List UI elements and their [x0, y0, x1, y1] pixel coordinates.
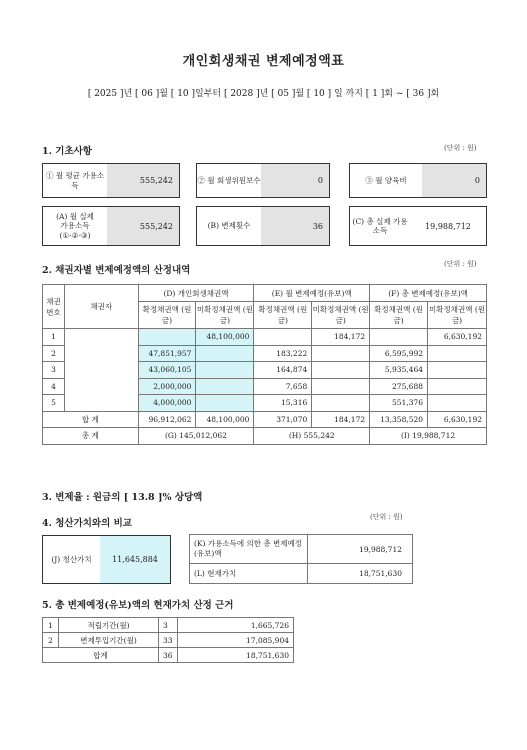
table-row: 2 변제투입기간(월) 33 17,085,904	[43, 633, 294, 648]
section1-heading: 1. 기초사항	[42, 146, 92, 157]
end-month: 05	[277, 89, 289, 99]
section2-unit: (단위 : 원)	[444, 260, 477, 268]
section2-heading: 2. 채권자별 변제예정액의 산정내역	[42, 265, 191, 276]
trustee-fee-label: ② 월 회생위원보수	[197, 175, 261, 185]
total-i: (I) 19,988,712	[370, 428, 487, 445]
table-row: 5 4,000,000 15,316 551,376	[43, 395, 487, 412]
sub-e-unconfirmed: 미확정채권액 (원금)	[312, 302, 370, 329]
monthly-income-value: 555,242	[107, 164, 179, 197]
from-round: 1	[372, 89, 378, 99]
start-month: 06	[141, 89, 153, 99]
l-label: (L) 현재가치	[190, 564, 308, 584]
total-income-box	[349, 206, 487, 246]
comparison-table	[189, 534, 413, 584]
present-value-table	[42, 617, 294, 663]
table-row: 2 47,851,957 183,222 6,595,992	[43, 345, 487, 362]
actual-income-label: (A) 월 실제 가용소득 (①-②-③)	[56, 211, 94, 240]
child-support-value: 0	[422, 164, 486, 197]
section4-unit: (단위 : 원)	[370, 513, 403, 521]
end-day: 10	[313, 89, 325, 99]
total-h: (H) 555,242	[254, 428, 370, 445]
repay-count-label: (B) 변제횟수	[207, 221, 251, 231]
sum-label: 합 계	[43, 411, 139, 428]
start-year: 2025	[94, 89, 118, 99]
creditor-table	[42, 284, 487, 445]
repayment-period: [ 2025 ]년 [ 06 ]월 [ 10 ]일부터 [ 2028 ]년 [ 05 ]월 [ 10 ] 일 까지 [ 1 ]회 ~ [ 36 ]회	[87, 89, 440, 99]
col-d-header: (D) 개인회생채권액	[138, 285, 254, 302]
col-e-header: (E) 월 변제예정(유보)액	[254, 285, 370, 302]
sub-e-confirmed: 확정채권액 (원금)	[254, 302, 312, 329]
table-row: 1 적립기간(월) 3 1,665,726	[43, 618, 294, 633]
total-row	[43, 428, 487, 445]
repay-count-value: 36	[261, 207, 329, 245]
sub-d-confirmed: 확정채권액 (원금)	[138, 302, 196, 329]
section3-heading: 3. 변제율 : 원금의 [ 13.8 ]% 상당액	[42, 492, 203, 503]
table-row: 3 43,060,105 164,874 5,935,464	[43, 362, 487, 379]
monthly-income-label: ① 월 평균 가용소득	[45, 171, 105, 190]
table-row: 1 48,100,000 184,172 6,630,192	[43, 329, 487, 346]
start-day: 10	[177, 89, 189, 99]
col-no-header: 채권 번호	[43, 285, 65, 329]
col-creditor-header: 채권자	[64, 285, 138, 329]
creditor-name-cell	[64, 329, 138, 412]
repayment-rate: 13.8	[131, 492, 155, 503]
trustee-fee-value: 0	[261, 164, 329, 197]
section1-unit: (단위 : 원)	[444, 144, 477, 152]
liquidation-box	[42, 535, 171, 584]
total-income-label: (C) 총 실제 가용소득	[352, 216, 408, 235]
col-f-header: (F) 총 변제예정(유보)액	[370, 285, 487, 302]
sum-label: 합계	[43, 648, 159, 663]
actual-income-value: 555,242	[107, 207, 179, 245]
total-g: (G) 145,012,062	[138, 428, 254, 445]
end-year: 2028	[230, 89, 254, 99]
sum-row: 합 계 96,912,062 48,100,000 371,070 184,172 13,358,520 6,630,192	[43, 411, 487, 428]
section4-heading: 4. 청산가치와의 비교	[42, 518, 132, 529]
total-income-value: 19,988,712	[410, 207, 486, 245]
sub-f-unconfirmed: 미확정채권액 (원금)	[428, 302, 487, 329]
section5-heading: 5. 총 변제예정(유보)액의 현재가치 산정 근거	[42, 600, 234, 611]
to-round: 36	[412, 89, 425, 99]
sum-row: 합계 36 18,751,630	[43, 648, 294, 663]
child-support-box	[349, 163, 487, 198]
table-row: 4 2,000,000 7,658 275,688	[43, 378, 487, 395]
total-label: 총 계	[43, 428, 139, 445]
sub-d-unconfirmed: 미확정채권액 (원금)	[196, 302, 254, 329]
child-support-label: ③ 월 양육비	[365, 175, 407, 185]
repay-count-box	[196, 206, 330, 246]
liquidation-label: (J) 청산가치	[51, 554, 92, 564]
k-label: (K) 가용소득에 의한 총 변제예정(유보)액	[190, 535, 308, 564]
trustee-fee-box	[196, 163, 330, 198]
liquidation-value: 11,645,884	[100, 536, 170, 583]
monthly-income-box	[42, 163, 180, 198]
l-value: 18,751,630	[308, 564, 413, 584]
k-value: 19,988,712	[308, 535, 413, 564]
sub-f-confirmed: 확정채권액 (원금)	[370, 302, 428, 329]
page-title: 개인회생채권 변제예정액표	[182, 54, 345, 69]
actual-income-box	[42, 206, 180, 246]
